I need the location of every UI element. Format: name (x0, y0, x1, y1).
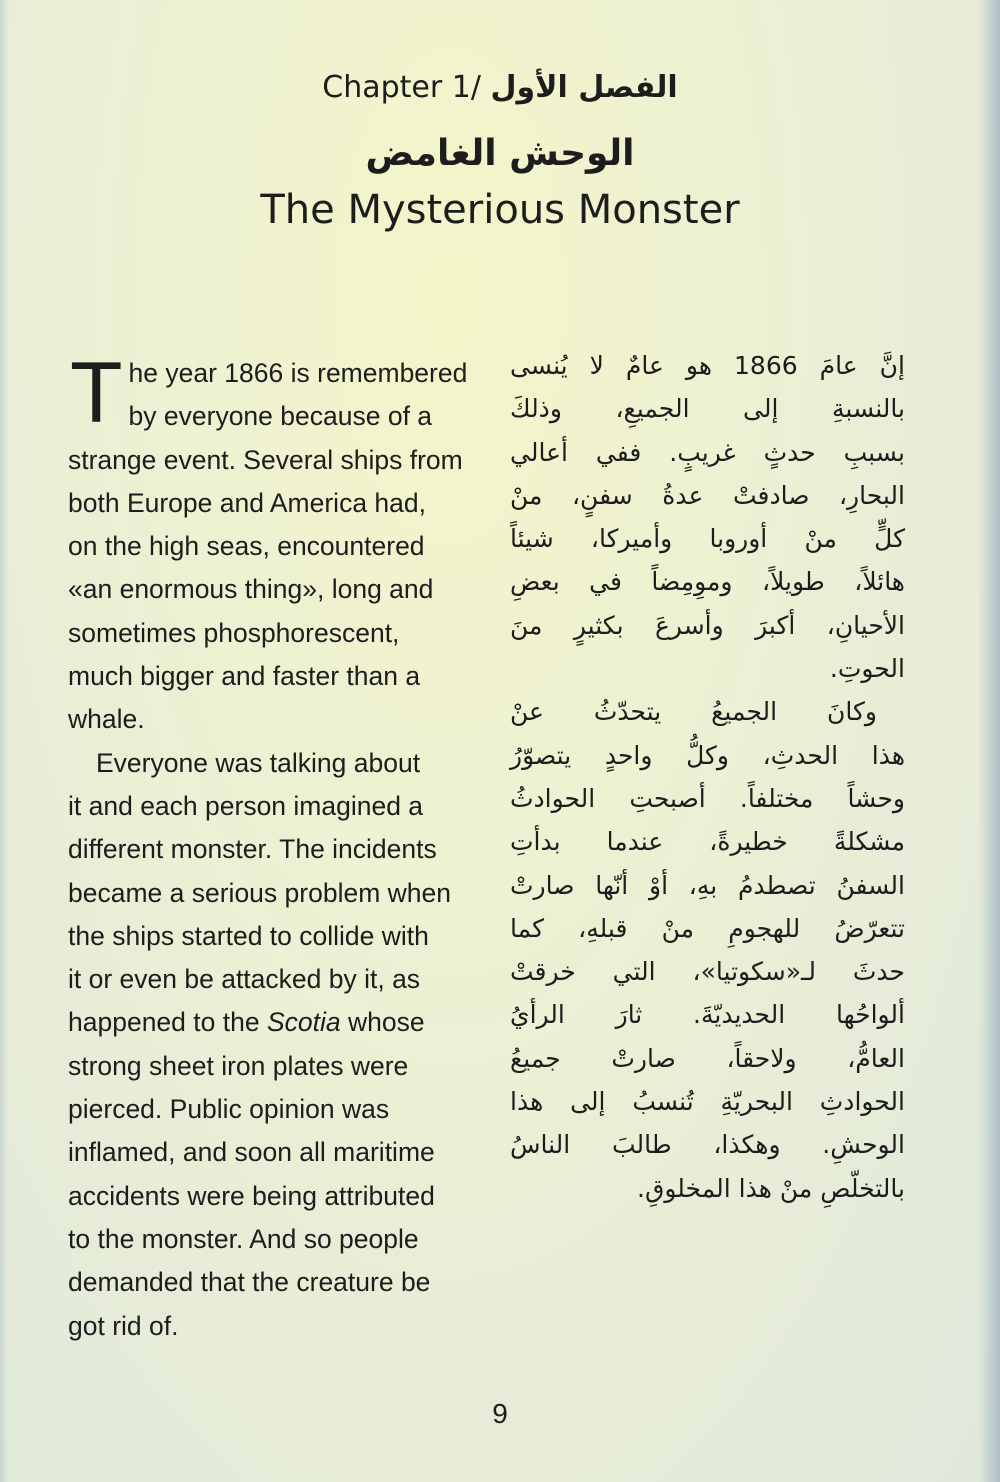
chapter-label-en: Chapter 1/ (322, 70, 481, 105)
arabic-line: وكانَ الجميعُ يتحدّثُ عنْ (510, 697, 877, 727)
arabic-line: كلٍّ منْ أوروبا وأميركا، شيئاً (510, 524, 905, 554)
text-line: got rid of. (68, 1310, 179, 1341)
arabic-line: البحارِ، صادفتْ عدةُ سفنٍ، منْ (510, 480, 905, 510)
english-paragraph-2 (68, 742, 478, 1348)
chapter-heading (0, 66, 1000, 110)
english-column (68, 345, 478, 1348)
text-line: strong sheet iron plates were (68, 1050, 409, 1081)
text-line: pierced. Public opinion was (68, 1094, 390, 1125)
arabic-line: حدثَ لـ«سكوتيا»، التي خرقتْ (510, 957, 905, 987)
text-line: strange event. Several ships from (68, 444, 463, 475)
arabic-line: هائلاً، طويلاً، وموِمِضاً في بعضِ (510, 567, 905, 597)
text-line: the ships started to collide with (68, 920, 429, 951)
chapter-title-en: The Mysterious Monster (260, 187, 740, 233)
page-number: 9 (492, 1398, 508, 1429)
arabic-column (510, 344, 905, 1210)
arabic-line: وحشاً مختلفاً. أصبحتِ الحوادثُ (510, 783, 905, 813)
text-segment: whose (340, 1007, 425, 1038)
text-line: demanded that the creature be (68, 1267, 431, 1298)
arabic-line: العامُّ، ولاحقاً، صارتْ جميعُ (510, 1043, 905, 1073)
text-line: became a serious problem when (68, 877, 451, 908)
arabic-line: مشكلةً خطيرةً، عندما بدأتِ (510, 827, 905, 857)
text-line: by everyone because of a (128, 401, 433, 432)
chapter-label-ar: الفصل الأول (490, 70, 678, 105)
arabic-line: تتعرّضُ للهجومِ منْ قبلهِ، كما (510, 913, 905, 943)
text-line: it or even be attacked by it, as (68, 964, 421, 995)
text-line (68, 1001, 478, 1044)
text-line: sometimes phosphorescent, (68, 617, 400, 648)
text-line: whale. (68, 704, 145, 735)
drop-cap: T (70, 345, 123, 441)
text-line: «an enormous thing», long and (68, 574, 434, 605)
arabic-line: الحوتِ. (829, 654, 905, 684)
ship-name-scotia: Scotia (266, 1007, 341, 1038)
text-line: much bigger and faster than a (68, 661, 421, 692)
arabic-line: الحوادثِ البحريّةِ تُنسبُ إلى هذا (510, 1087, 905, 1117)
arabic-line: هذا الحدثِ، وكلُّ واحدٍ يتصوّرُ (510, 740, 905, 770)
text-line: he year 1866 is remembered (128, 358, 468, 388)
text-line: both Europe and America had, (68, 487, 426, 518)
text-line: on the high seas, encountered (68, 531, 425, 562)
text-line: different monster. The incidents (68, 834, 437, 865)
arabic-line: بالنسبةِ إلى الجميعِ، وذلكَ (510, 394, 905, 424)
arabic-line: الوحشِ. وهكذا، طالبَ الناسُ (510, 1130, 905, 1160)
text-line: accidents were being attributed (68, 1180, 435, 1211)
arabic-line: إنَّ عامَ 1866 هو عامٌ لا يُنسى (510, 351, 905, 380)
text-line: it and each person imagined a (68, 790, 424, 821)
english-paragraph-1 (68, 345, 478, 742)
arabic-line: السفنُ تصطدمُ بهِ، أوْ أنّها صارتْ (510, 870, 905, 900)
chapter-title-ar: الوحش الغامض (365, 133, 635, 174)
text-line: Everyone was talking about (96, 747, 421, 778)
arabic-line: ألواحُها الحديديّةَ. ثارَ الرأيُ (510, 1000, 905, 1030)
text-line: inflamed, and soon all maritime (68, 1137, 435, 1168)
text-line: to the monster. And so people (68, 1223, 419, 1254)
arabic-line: بالتخلّصِ منْ هذا المخلوقِ. (637, 1173, 905, 1203)
text-segment: happened to the (68, 1007, 267, 1038)
arabic-line: بسببِ حدثٍ غريبٍ. ففي أعالي (510, 437, 905, 467)
arabic-line: الأحيانِ، أكبرَ وأسرعَ بكثيرٍ منَ (510, 610, 905, 640)
